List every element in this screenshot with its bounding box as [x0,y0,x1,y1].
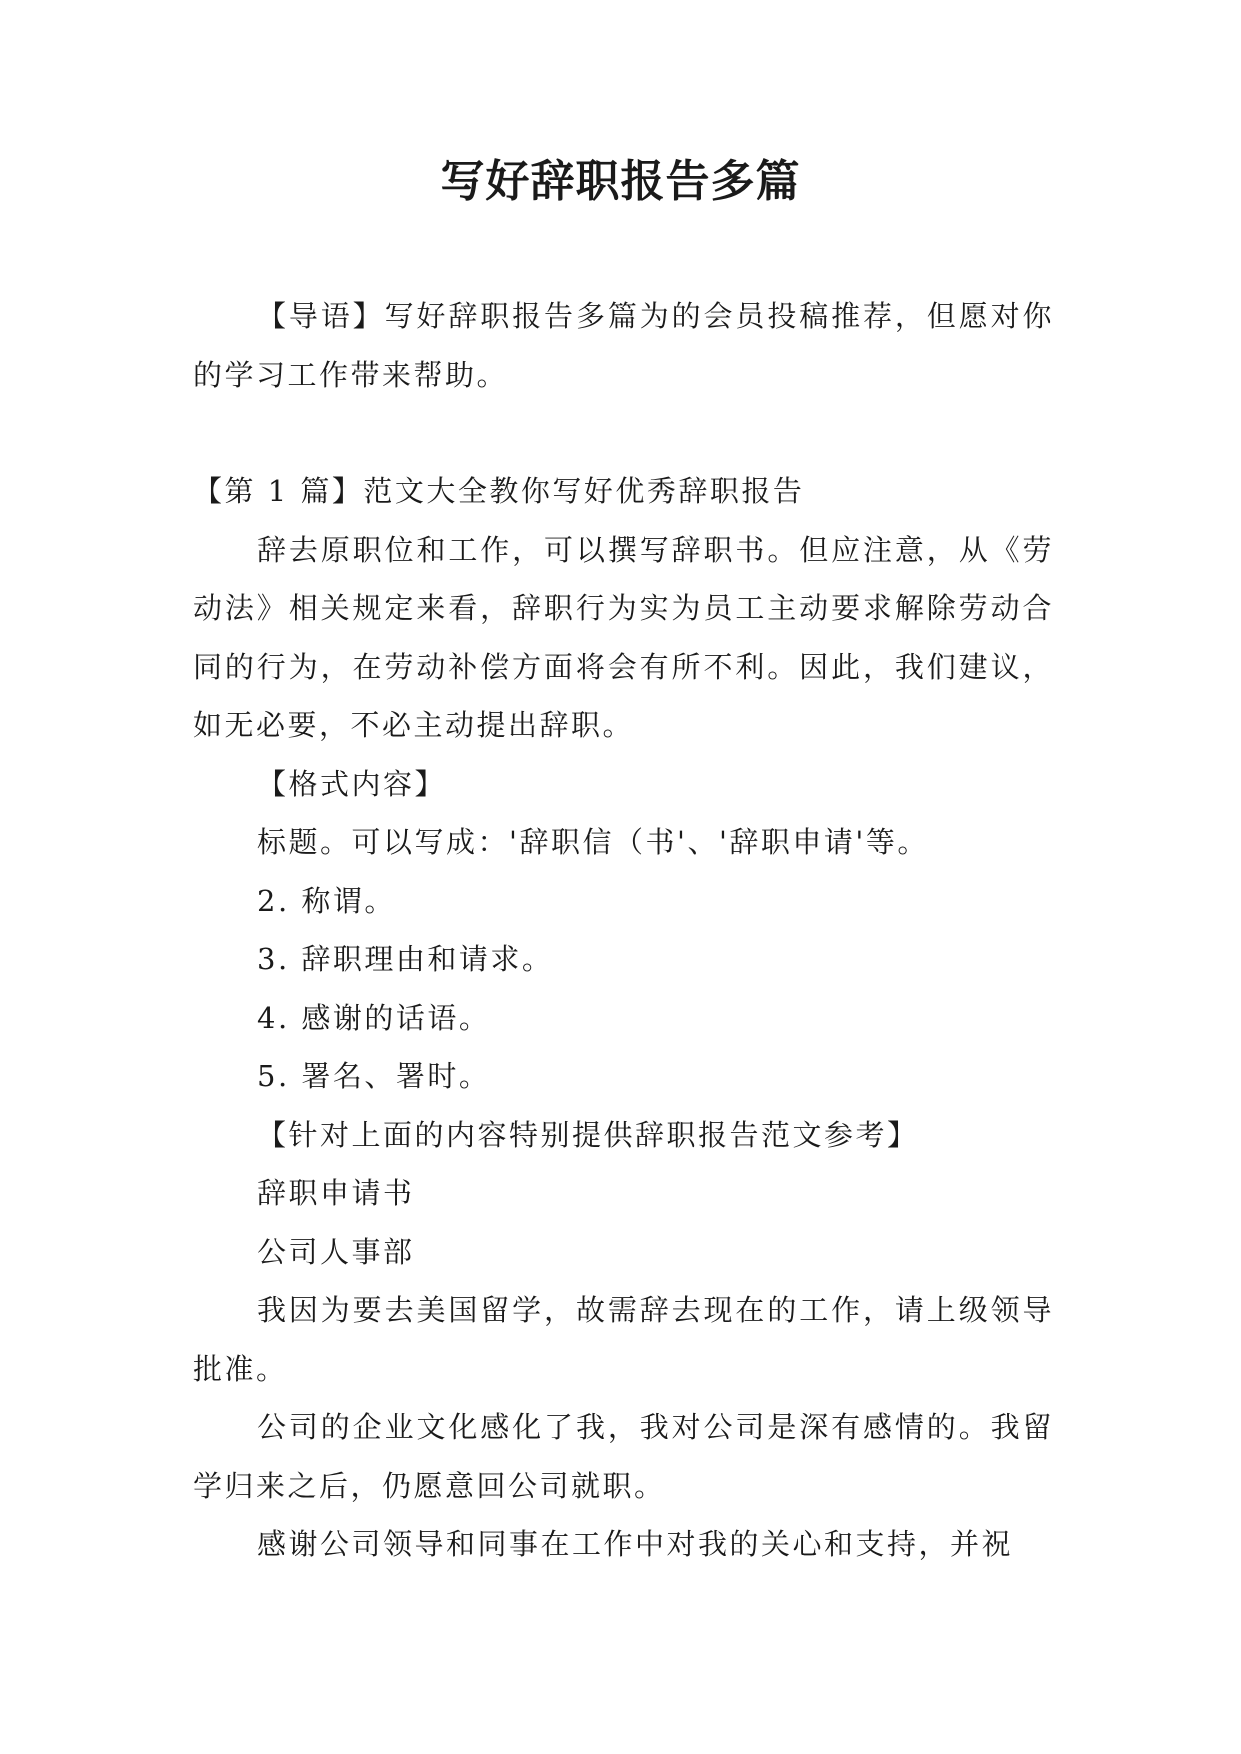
paragraph: 辞去原职位和工作，可以撰写辞职书。但应注意，从《劳动法》相关规定来看，辞职行为实为员工主动要求解除劳动合同的行为，在劳动补偿方面将会有所不利。因此，我们建议，如无必要，不必主动提出辞职。 [193,532,1054,742]
intro-paragraph: 【导语】写好辞职报告多篇为的会员投稿推荐，但愿对你的学习工作带来帮助。 [193,299,1054,392]
paragraph: 标题。可以写成：'辞职信（书'、'辞职申请'等。 [257,825,929,859]
document-title: 写好辞职报告多篇 [440,156,801,207]
paragraph: 公司人事部 [257,1234,415,1269]
list-item: 3. 辞职理由和请求。 [257,942,554,976]
paragraph: 辞职申请书 [257,1176,415,1210]
list-item: 4. 感谢的话语。 [257,1000,491,1035]
paragraph: 【格式内容】 [257,766,447,801]
document-body [193,287,1054,1574]
paragraph: 我因为要去美国留学，故需辞去现在的工作，请上级领导批准。 [193,1293,1054,1386]
paragraph: 感谢公司领导和同事在工作中对我的关心和支持，并祝 [257,1527,1014,1561]
list-item: 5. 署名、署时。 [257,1059,491,1093]
list-item: 2. 称谓。 [257,883,396,918]
paragraph: 【针对上面的内容特别提供辞职报告范文参考】 [257,1117,919,1152]
section-heading: 【第 1 篇】范文大全教你写好优秀辞职报告 [193,474,805,508]
paragraph: 公司的企业文化感化了我，我对公司是深有感情的。我留学归来之后，仍愿意回公司就职。 [193,1410,1054,1503]
